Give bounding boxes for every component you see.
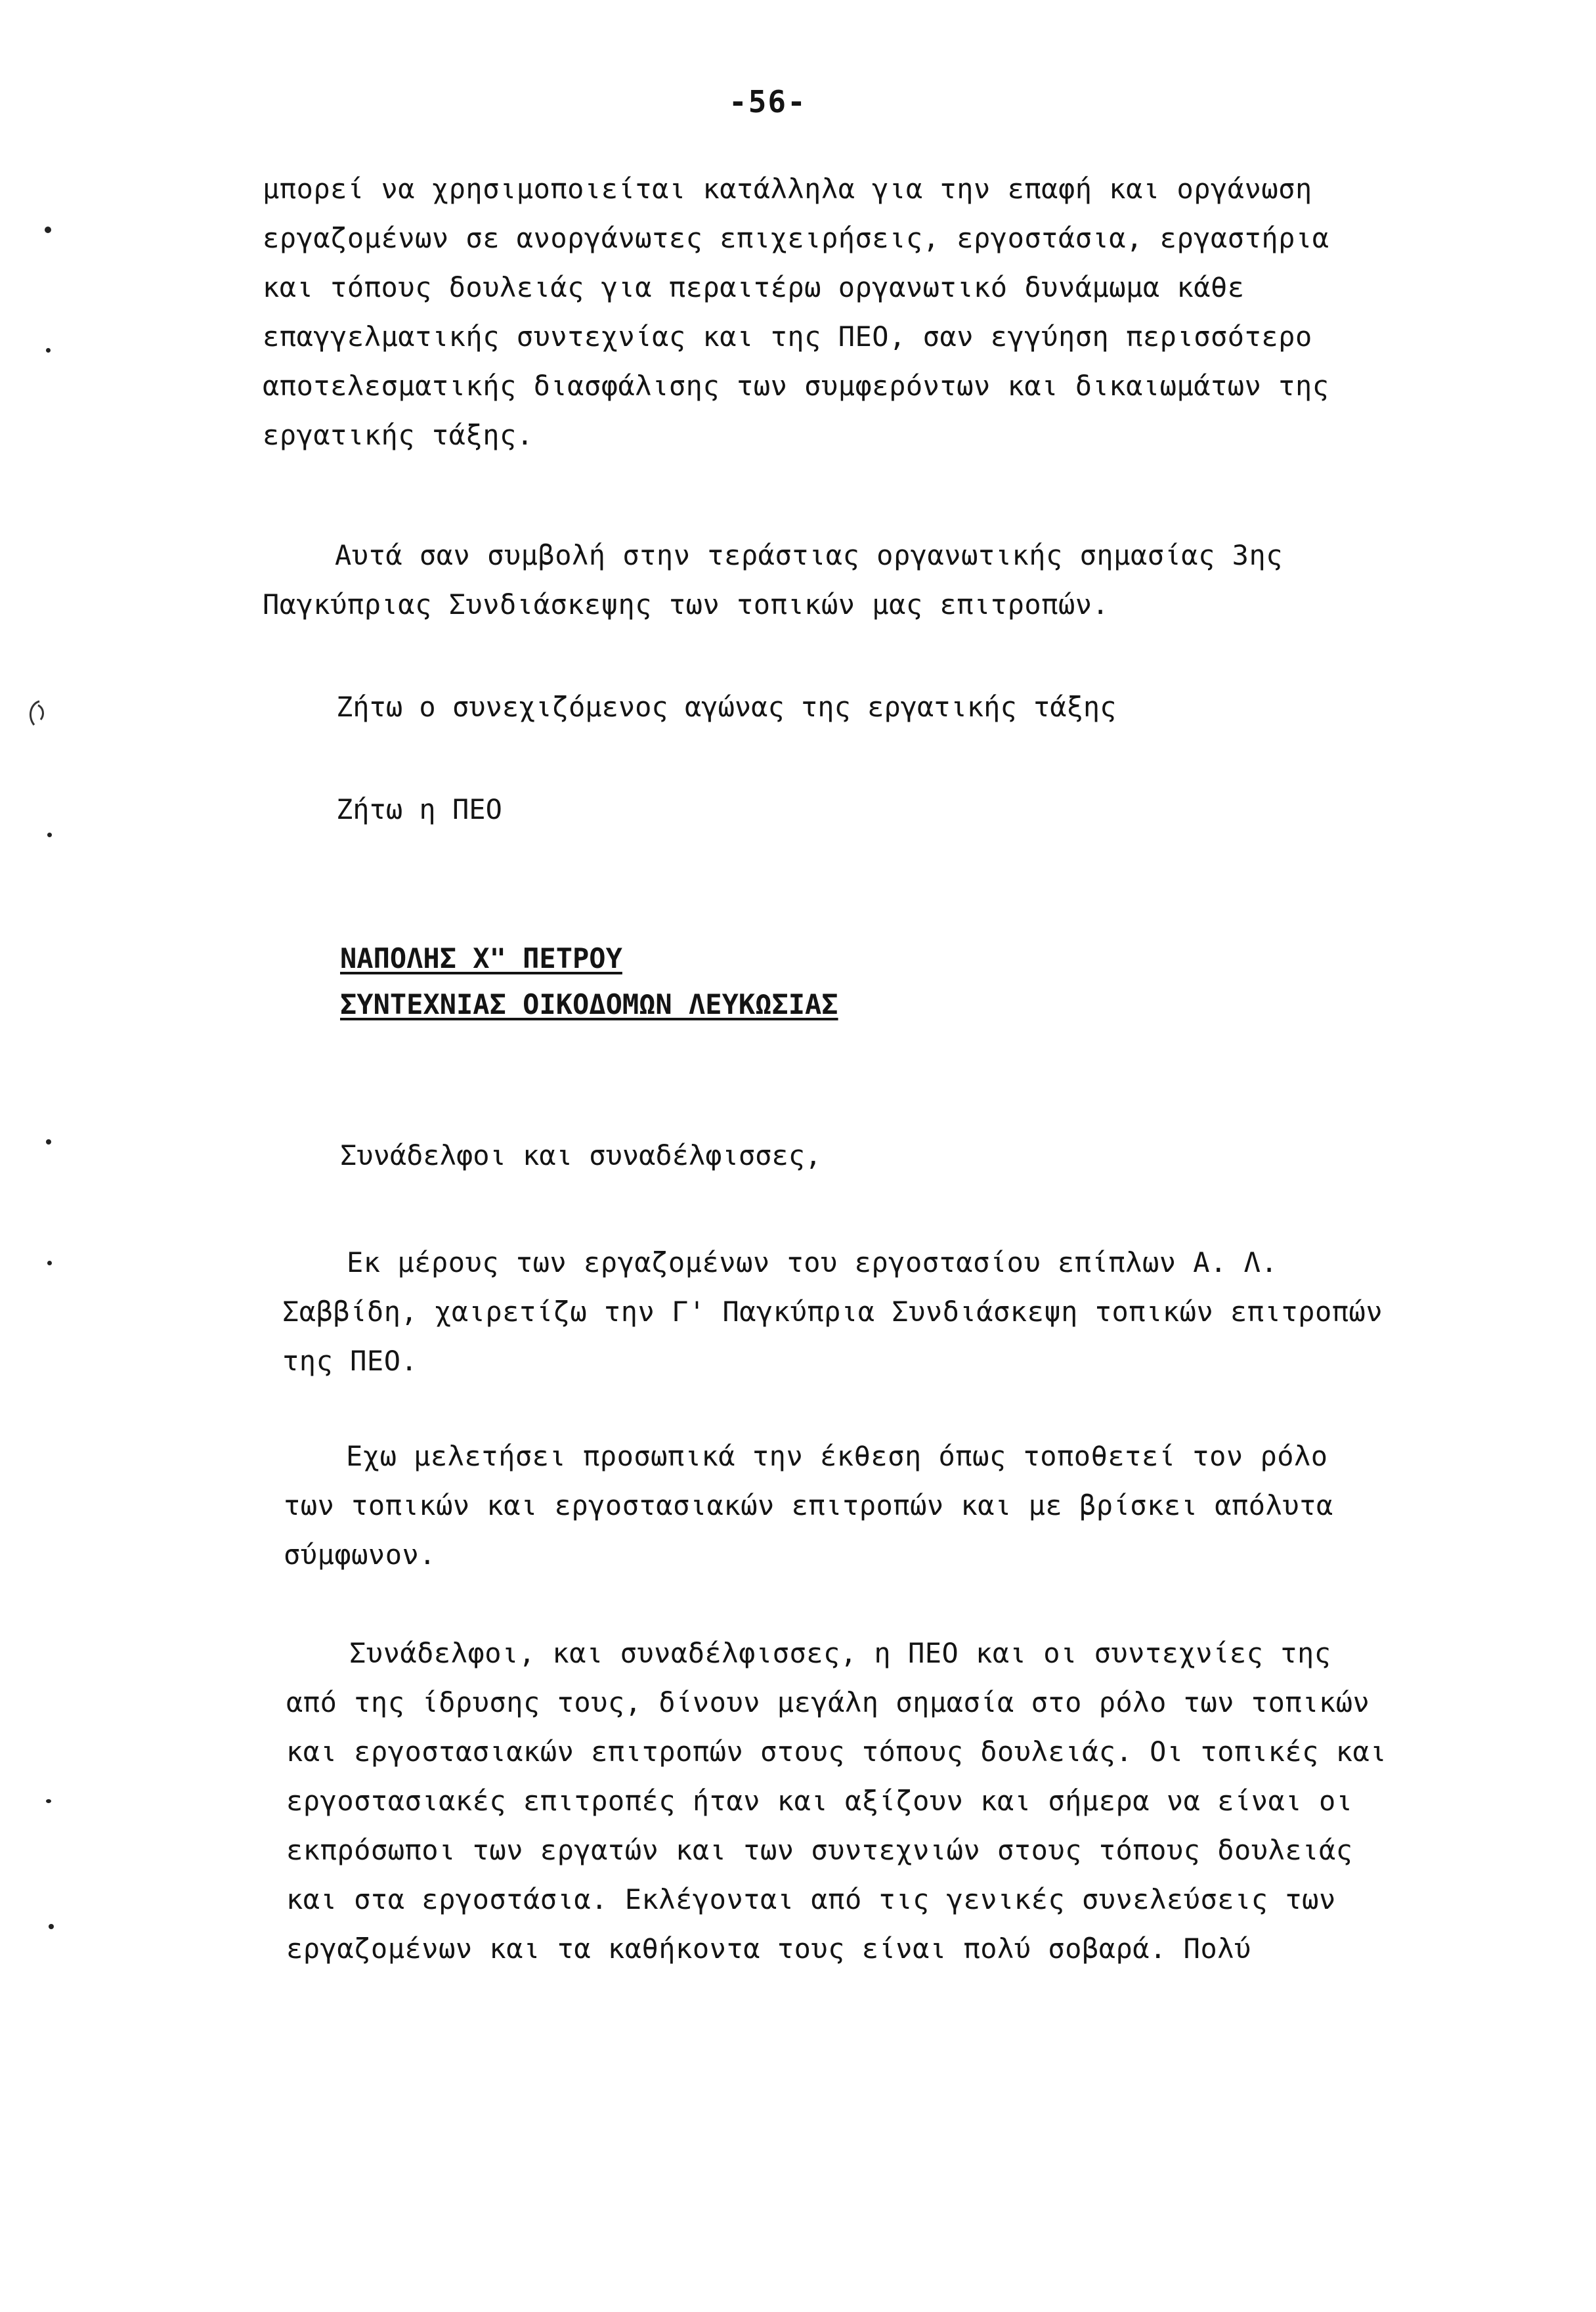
- speaker-heading: [340, 936, 838, 1028]
- text-line: Αυτά σαν συμβολή στην τεράστιας οργανωτικής σημασίας 3ης: [335, 539, 1283, 571]
- text-line: από της ίδρυσης τους, δίνουν μεγάλη σημασία στο ρόλο των τοπικών: [286, 1686, 1370, 1718]
- scan-mark: [25, 697, 53, 730]
- text-line: αποτελεσματικής διασφάλισης των συμφερόντων και δικαιωμάτων της: [263, 370, 1329, 402]
- text-line: και εργοστασιακών επιτροπών στους τόπους δουλειάς. Οι τοπικές και: [286, 1735, 1387, 1768]
- text-line: εργατικής τάξης.: [263, 419, 534, 451]
- contribution-paragraph: [263, 531, 1283, 629]
- scan-speck: [47, 833, 52, 837]
- study-paragraph: [284, 1431, 1333, 1579]
- scan-speck: [45, 227, 51, 233]
- text-line: σύμφωνον.: [284, 1538, 437, 1571]
- speaker-name: ΝΑΠΟΛΗΣ Χ" ΠΕΤΡΟΥ: [340, 942, 622, 974]
- text-line: εργοστασιακές επιτροπές ήταν και αξίζουν και σήμερα να είναι οι: [286, 1785, 1353, 1817]
- text-line: Εκ μέρους των εργαζομένων του εργοστασίου επίπλων Α. Λ.: [347, 1246, 1278, 1278]
- scan-speck: [46, 1139, 51, 1145]
- text-line: των τοπικών και εργοστασιακών επιτροπών και με βρίσκει απόλυτα: [284, 1489, 1333, 1521]
- scan-speck: [46, 348, 51, 353]
- text-line: της ΠΕΟ.: [282, 1345, 418, 1377]
- scan-speck: [46, 1799, 51, 1803]
- text-line: Εχω μελετήσει προσωπικά την έκθεση όπως τοποθετεί τον ρόλο: [346, 1440, 1328, 1472]
- text-line: και στα εργοστάσια. Εκλέγονται από τις γενικές συνελεύσεις των: [286, 1883, 1336, 1915]
- text-line: εκπρόσωποι των εργατών και των συντεχνιών στους τόπους δουλειάς: [286, 1834, 1353, 1866]
- page-number: -56-: [729, 84, 807, 120]
- text-line: μπορεί να χρησιμοποιείται κατάλληλα για την επαφή και οργάνωση: [263, 173, 1312, 205]
- scan-speck: [47, 1261, 52, 1265]
- closing-paragraph: [286, 1628, 1387, 1973]
- text-line: Παγκύπριας Συνδιάσκεψης των τοπικών μας επιτροπών.: [263, 588, 1110, 621]
- text-line: Σαββίδη, χαιρετίζω την Γ' Παγκύπρια Συνδιάσκεψη τοπικών επιτροπών: [282, 1296, 1383, 1328]
- slogan-peo: Ζήτω η ΠΕΟ: [336, 793, 502, 825]
- speaker-union: ΣΥΝΤΕΧΝΙΑΣ ΟΙΚΟΔΟΜΩΝ ΛΕΥΚΩΣΙΑΣ: [340, 988, 838, 1020]
- text-line: και τόπους δουλειάς για περαιτέρω οργανωτικό δυνάμωμα κάθε: [263, 271, 1245, 303]
- text-line: εργαζομένων σε ανοργάνωτες επιχειρήσεις, εργοστάσια, εργαστήρια: [263, 222, 1329, 254]
- slogan-struggle: Ζήτω ο συνεχιζόμενος αγώνας της εργατικής τάξης: [336, 691, 1117, 723]
- salutation: Συνάδελφοι και συναδέλφισσες,: [340, 1139, 822, 1171]
- text-line: Συνάδελφοι, και συναδέλφισσες, η ΠΕΟ και οι συντεχνίες της: [349, 1637, 1331, 1669]
- scan-speck: [49, 1924, 54, 1929]
- intro-paragraph: [263, 164, 1329, 460]
- greeting-paragraph: [282, 1238, 1383, 1385]
- text-line: εργαζομένων και τα καθήκοντα τους είναι πολύ σοβαρά. Πολύ: [286, 1932, 1251, 1965]
- text-line: επαγγελματικής συντεχνίας και της ΠΕΟ, σαν εγγύηση περισσότερο: [263, 320, 1312, 353]
